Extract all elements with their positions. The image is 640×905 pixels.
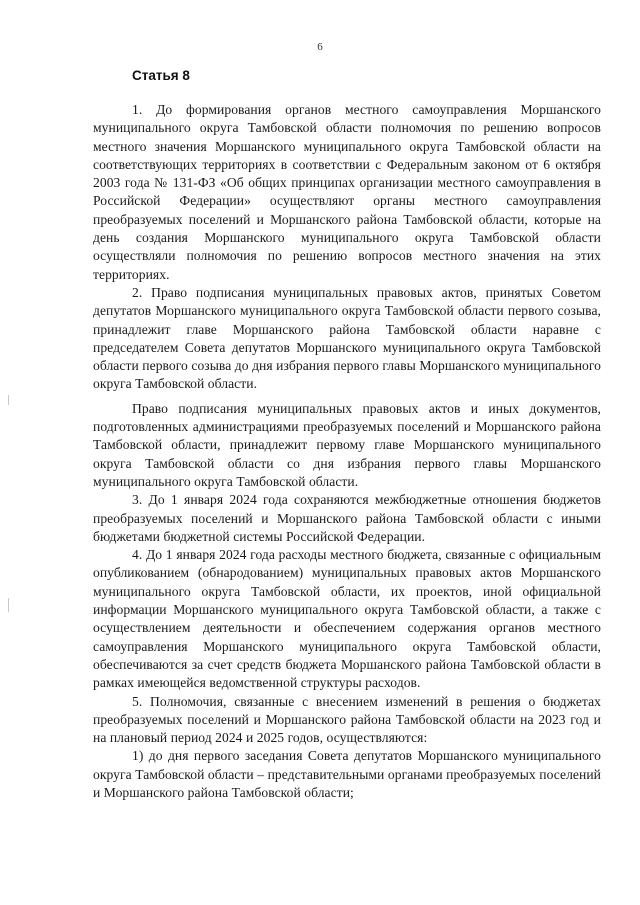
paragraph-1: 1. До формирования органов местного самоуправления Моршанского муниципального округа Тамбовской области полномочия по решению вопросов местного значения Моршанского муниципального округа Тамбовской области на соответствующих территориях в соответствии с Федеральным законом от 6 октября 2003 года № 131-ФЗ «Об общих принципах организации местного самоуправления в Российской Федерации» осуществляют органы местного самоуправления преобразуемых поселений и Моршанского района Тамбовской области, которые на день создания Моршанского муниципального округа Тамбовской области осуществляли полномочия по решению вопросов местного значения на этих территориях.	[93, 102, 601, 282]
paragraph-3: 3. До 1 января 2024 года сохраняются межбюджетные отношения бюджетов преобразуемых поселений и Моршанского района Тамбовской области с иными бюджетами бюджетной системы Российской Федерации.	[93, 492, 601, 544]
paragraph-5-item-1: 1) до дня первого заседания Совета депутатов Моршанского муниципального округа Тамбовской области – представительными органами преобразуемых поселений и Моршанского района Тамбовской области;	[93, 748, 601, 800]
paragraph-2: 2. Право подписания муниципальных правовых актов, принятых Советом депутатов Моршанского муниципального округа Тамбовской области первого созыва, принадлежит главе Моршанского района Тамбовской области наравне с председателем Совета депутатов Моршанского муниципального округа Тамбовской области первого созыва до дня избрания первого главы Моршанского муниципального округа Тамбовской области.	[93, 284, 601, 392]
page-number: 6	[317, 41, 323, 53]
paragraph-2-continuation: Право подписания муниципальных правовых актов и иных документов, подготовленных администрациями преобразуемых поселений и Моршанского района Тамбовской области, принадлежит первому главе Моршанского муниципального округа Тамбовской области со дня избрания первого главы Моршанского муниципального округа Тамбовской области.	[93, 400, 601, 489]
article-title: Статья 8	[132, 68, 190, 83]
paragraph-5: 5. Полномочия, связанные с внесением изменений в решения о бюджетах преобразуемых поселений и Моршанского района Тамбовской области на 2023 год и на плановый период 2024 и 2025 годов, осуществляются:	[93, 693, 601, 746]
scan-margin-mark	[8, 598, 9, 612]
paragraph-4: 4. До 1 января 2024 года расходы местного бюджета, связанные с официальным опубликованием (обнародованием) муниципальных правовых актов Моршанского муниципального округа Тамбовской области, их проектов, иной официальной информации Моршанского муниципального округа Тамбовской области, а также с осуществлением деятельности и обеспечением содержания органов местного самоуправления Моршанского муниципального округа Тамбовской области, обеспечиваются за счет средств бюджета Моршанского района Тамбовской области в рамках имеющейся ведомственной структуры расходов.	[93, 547, 601, 691]
scan-margin-mark	[8, 395, 9, 405]
article-body	[93, 101, 601, 802]
